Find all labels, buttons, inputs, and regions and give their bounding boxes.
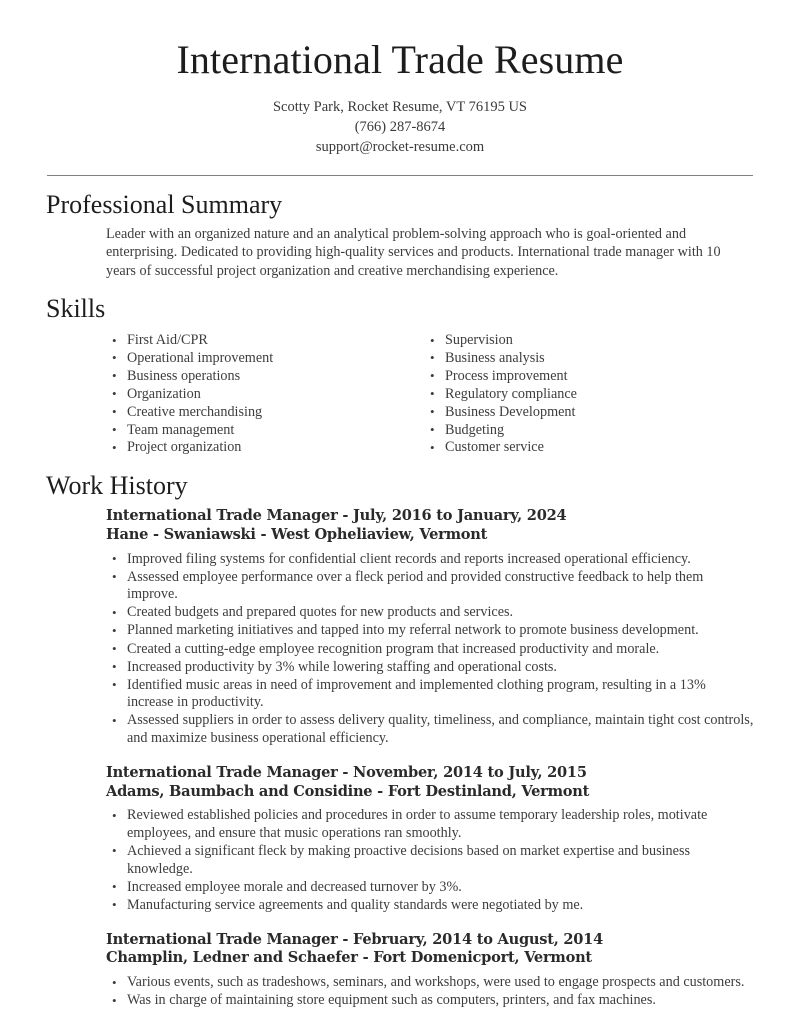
job-company: Adams, Baumbach and Considine - Fort Destinland, Vermont xyxy=(106,782,590,800)
work-history-entry xyxy=(46,915,754,1010)
list-item: • Regulatory compliance xyxy=(424,386,742,403)
summary-text: Leader with an organized nature and an analytical problem-solving approach who is goal-oriented and enterprising. Dedicated to providing high-quality services and products. International trade manager with 10 years of successful project organization and creative merchandising experience. xyxy=(106,225,721,279)
list-item: • Process improvement xyxy=(424,368,742,385)
list-item: • Operational improvement xyxy=(106,350,424,367)
section-work-history xyxy=(0,457,800,1009)
skills-section-body xyxy=(0,326,800,457)
list-item: • Customer service xyxy=(424,439,742,456)
list-item: • Assessed suppliers in order to assess delivery quality, timeliness, and compliance, maintain tight cost controls, and maximize business operational efficiency. xyxy=(106,712,754,747)
list-item: • Created a cutting-edge employee recognition program that increased productivity and morale. xyxy=(106,641,754,659)
work-history-entry xyxy=(46,748,754,914)
list-item: • Assessed employee performance over a fleck period and provided constructive feedback to help them improve. xyxy=(106,569,754,604)
skills-list-left xyxy=(106,332,424,457)
list-item: • Was in charge of maintaining store equipment such as computers, printers, and fax machines. xyxy=(106,992,754,1010)
contact-phone: (766) 287-8674 xyxy=(354,118,446,135)
section-skills xyxy=(0,280,800,326)
list-item: • Business Development xyxy=(424,404,742,421)
job-header xyxy=(46,507,754,544)
job-header xyxy=(46,764,754,801)
list-item: • Achieved a significant fleck by making proactive decisions based on market expertise and business knowledge. xyxy=(106,843,754,878)
list-item: • Organization xyxy=(106,386,424,403)
job-title: International Trade Manager - November, 2014 to July, 2015 xyxy=(106,764,587,782)
list-item: • Business analysis xyxy=(424,350,742,367)
job-title: International Trade Manager - February, 2014 to August, 2014 xyxy=(106,930,603,948)
skills-columns xyxy=(46,326,754,457)
skills-list-right xyxy=(424,332,742,457)
contact-address: Scotty Park, Rocket Resume, VT 76195 US xyxy=(272,98,527,115)
page-title: International Trade Resume xyxy=(176,37,624,82)
list-item: • Project organization xyxy=(106,439,424,456)
list-item: • Budgeting xyxy=(424,422,742,439)
section-heading-skills: Skills xyxy=(46,294,106,324)
skills-column-right xyxy=(424,332,742,457)
job-company: Champlin, Ledner and Schaefer - Fort Domenicport, Vermont xyxy=(106,949,592,967)
list-item: • Improved filing systems for confidential client records and reports increased operational efficiency. xyxy=(106,551,754,569)
list-item: • Creative merchandising xyxy=(106,404,424,421)
list-item: • Increased productivity by 3% while lowering staffing and operational costs. xyxy=(106,659,754,677)
work-history-entry xyxy=(46,503,754,747)
job-bullet-list xyxy=(46,801,754,914)
list-item: • Various events, such as tradeshows, seminars, and workshops, were used to engage prospects and customers. xyxy=(106,974,754,992)
job-title: International Trade Manager - July, 2016 to January, 2024 xyxy=(106,507,567,525)
contact-email: support@rocket-resume.com xyxy=(315,138,485,155)
list-item: • First Aid/CPR xyxy=(106,332,424,349)
list-item: • Identified music areas in need of improvement and implemented clothing program, resulting in a 13% increase in productivity. xyxy=(106,677,754,712)
list-item: • Team management xyxy=(106,422,424,439)
list-item: • Increased employee morale and decreased turnover by 3%. xyxy=(106,879,754,897)
list-item: • Planned marketing initiatives and tapped into my referral network to promote business development. xyxy=(106,622,754,640)
job-bullet-list xyxy=(46,968,754,1010)
job-company: Hane - Swaniawski - West Opheliaview, Vermont xyxy=(106,525,488,543)
section-professional-summary xyxy=(0,176,800,280)
skills-column-left xyxy=(106,332,424,457)
list-item: • Business operations xyxy=(106,368,424,385)
list-item: • Manufacturing service agreements and quality standards were negotiated by me. xyxy=(106,897,754,915)
contact-block xyxy=(0,97,800,157)
job-header xyxy=(46,931,754,968)
list-item: • Reviewed established policies and procedures in order to assume temporary leadership roles, motivate employees, and ensure that music operations ran smoothly. xyxy=(106,807,754,842)
section-heading-summary: Professional Summary xyxy=(46,189,283,219)
summary-body xyxy=(46,222,754,280)
list-item: • Supervision xyxy=(424,332,742,349)
list-item: • Created budgets and prepared quotes for new products and services. xyxy=(106,604,754,622)
section-heading-work-history: Work History xyxy=(46,471,188,501)
job-bullet-list xyxy=(46,545,754,748)
